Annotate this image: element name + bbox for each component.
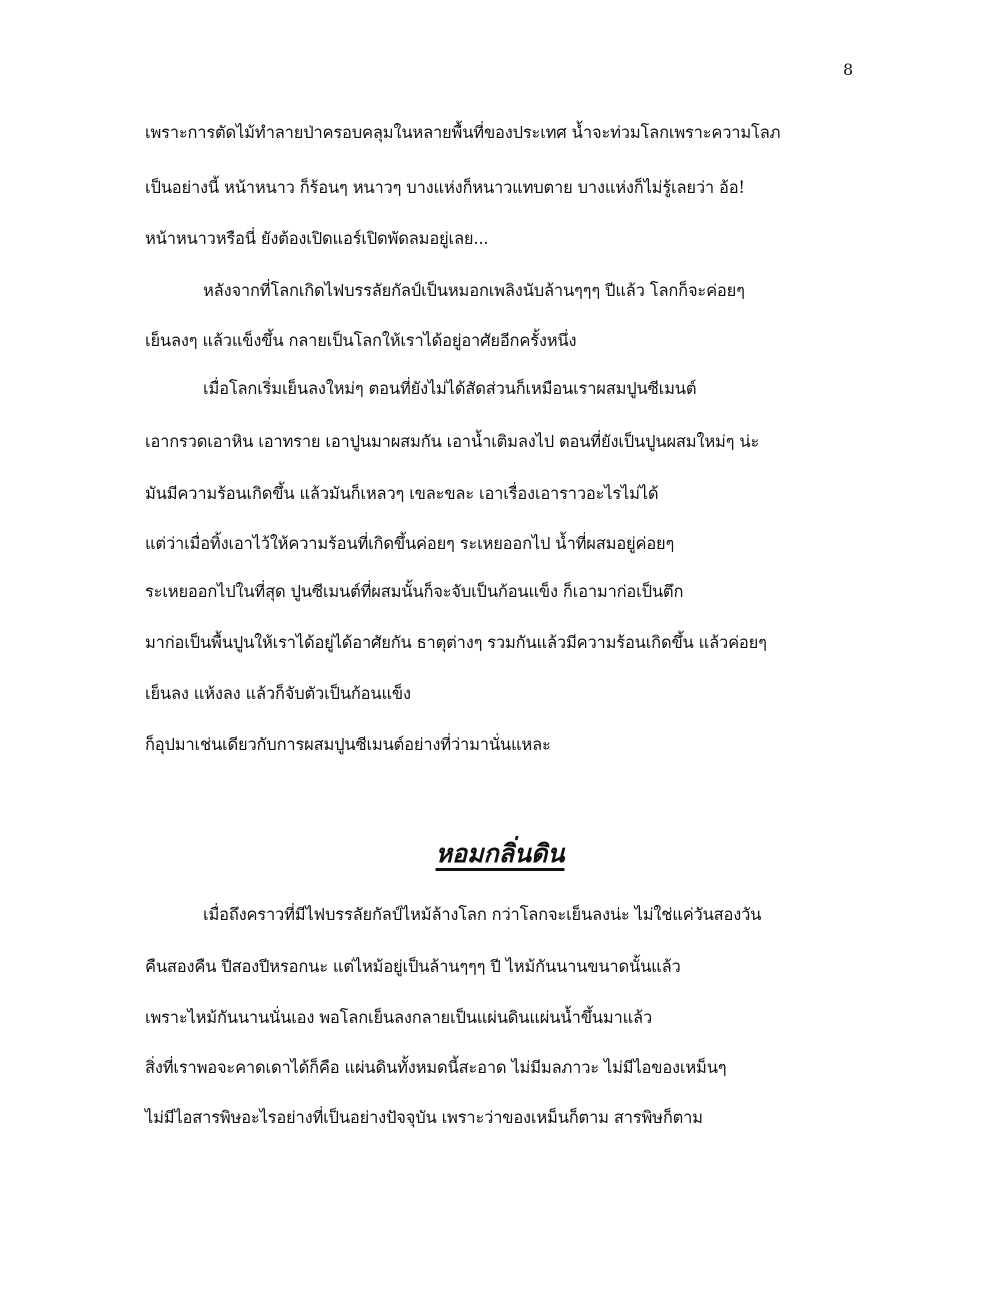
section-heading-text: หอมกลิ่นดิน bbox=[435, 839, 565, 868]
paragraph-line: สิ่งที่เราพอจะคาดเดาได้ก็คือ แผ่นดินทั้งหมดนี้สะอาด ไม่มีมลภาวะ ไม่มีไอของเหม็นๆ bbox=[145, 1058, 727, 1077]
paragraph-line: เพราะไหม้กันนานนั่นเอง พอโลกเย็นลงกลายเป็นแผ่นดินแผ่นน้ำขึ้นมาแล้ว bbox=[145, 1008, 653, 1027]
paragraph-line: คืนสองคืน ปีสองปีหรอกนะ แต่ไหม้อยู่เป็นล้านๆๆๆ ปี ไหม้กันนานขนาดนั้นแล้ว bbox=[145, 957, 681, 976]
paragraph-line: แต่ว่าเมื่อทิ้งเอาไว้ให้ความร้อนที่เกิดขึ้นค่อยๆ ระเหยออกไป น้ำที่ผสมอยู่ค่อยๆ bbox=[145, 534, 675, 553]
page-number: 8 bbox=[843, 60, 854, 79]
paragraph-line: เอากรวดเอาหิน เอาทราย เอาปูนมาผสมกัน เอาน้ำเติมลงไป ตอนที่ยังเป็นปูนผสมใหม่ๆ น่ะ bbox=[145, 432, 760, 451]
paragraph-line: หน้าหนาวหรือนี่ ยังต้องเปิดแอร์เปิดพัดลมอยู่เลย... bbox=[145, 229, 489, 248]
paragraph-line: หลังจากที่โลกเกิดไฟบรรลัยกัลป์เป็นหมอกเพลิงนับล้านๆๆๆ ปีแล้ว โลกก็จะค่อยๆ bbox=[203, 281, 745, 300]
paragraph-line: เย็นลงๆ แล้วแข็งขึ้น กลายเป็นโลกให้เราได้อยู่อาศัยอีกครั้งหนึ่ง bbox=[145, 331, 577, 350]
paragraph-line: มาก่อเป็นพื้นปูนให้เราได้อยู่ได้อาศัยกัน ธาตุต่างๆ รวมกันแล้วมีความร้อนเกิดขึ้น แล้วค่อยๆ bbox=[145, 633, 767, 652]
paragraph-line: มันมีความร้อนเกิดขึ้น แล้วมันก็เหลวๆ เขละขละ เอาเรื่องเอาราวอะไรไม่ได้ bbox=[145, 484, 659, 503]
paragraph-line: เป็นอย่างนี้ หน้าหนาว ก็ร้อนๆ หนาวๆ บางแห่งก็หนาวแทบตาย บางแห่งก็ไม่รู้เลยว่า อ้อ! bbox=[145, 178, 745, 197]
section-heading bbox=[0, 834, 1000, 874]
paragraph-line: ระเหยออกไปในที่สุด ปูนซีเมนต์ที่ผสมนั้นก็จะจับเป็นก้อนแข็ง ก็เอามาก่อเป็นตึก bbox=[145, 582, 684, 601]
paragraph-line: เมื่อโลกเริ่มเย็นลงใหม่ๆ ตอนที่ยังไม่ได้สัดส่วนก็เหมือนเราผสมปูนซีเมนต์ bbox=[203, 379, 697, 398]
paragraph-line: ก็อุปมาเช่นเดียวกับการผสมปูนซีเมนต์อย่างที่ว่ามานั่นแหละ bbox=[145, 735, 551, 754]
paragraph-line: เย็นลง แห้งลง แล้วก็จับตัวเป็นก้อนแข็ง bbox=[145, 684, 411, 703]
paragraph-line: เพราะการตัดไม้ทำลายป่าครอบคลุมในหลายพื้นที่ของประเทศ น้ำจะท่วมโลกเพราะความโลภ bbox=[145, 123, 781, 142]
paragraph-line: เมื่อถึงคราวที่มีไฟบรรลัยกัลป์ไหม้ล้างโลก กว่าโลกจะเย็นลงน่ะ ไม่ใช่แค่วันสองวัน bbox=[203, 905, 762, 924]
paragraph-line: ไม่มีไอสารพิษอะไรอย่างที่เป็นอย่างปัจจุบัน เพราะว่าของเหม็นก็ตาม สารพิษก็ตาม bbox=[145, 1108, 703, 1127]
